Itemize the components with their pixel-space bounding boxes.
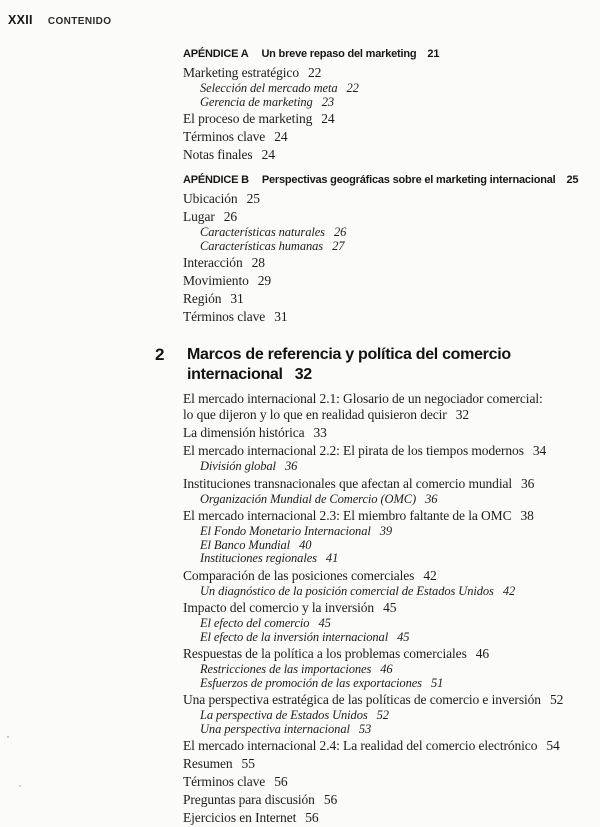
entry-text: Ejercicios en Internet (183, 810, 297, 825)
running-header (8, 11, 111, 29)
entry-text: El efecto de la inversión internacional (200, 629, 389, 644)
page-folio: XXII (8, 13, 33, 27)
entry-text: Organización Mundial de Comercio (OMC) (200, 491, 417, 506)
toc-entry (183, 810, 585, 826)
entry-text: Impacto del comercio y la inversión (183, 600, 375, 615)
toc-entry (183, 774, 585, 790)
page-number: 25 (566, 174, 579, 186)
toc-subentry (200, 525, 585, 539)
toc-subentry (200, 539, 585, 553)
appendix-heading (183, 47, 585, 61)
page-number: 39 (379, 524, 393, 538)
page-number: 40 (299, 537, 312, 552)
entry-text-line2: lo que dijeron y lo que en realidad quisieron decir (183, 407, 447, 422)
entry-text: Interacción (183, 255, 243, 270)
toc-entry (183, 692, 585, 708)
toc-entry (183, 443, 585, 459)
entry-text: Resumen (183, 756, 233, 771)
entry-text-line1: El mercado internacional 2.1: Glosario de un negociador comercial: (183, 391, 543, 406)
toc-subentry (200, 226, 585, 240)
entry-text: Instituciones regionales (200, 551, 317, 565)
page-number: 51 (430, 675, 444, 690)
toc-entry (183, 129, 585, 145)
entry-text: El mercado internacional 2.4: La realidad del comercio electrónico (183, 738, 538, 753)
entry-text: Un diagnóstico de la posición comercial de Estados Unidos (200, 583, 494, 598)
page-number: 23 (321, 94, 334, 109)
appendix-heading (183, 173, 585, 187)
entry-text: Ubicación (183, 191, 238, 206)
page-number: 31 (230, 291, 244, 306)
entry-text: Una perspectiva internacional (200, 721, 350, 736)
page-number: 46 (475, 646, 490, 661)
entry-text: Preguntas para discusión (183, 792, 315, 807)
toc-subentry (200, 240, 585, 254)
page-number: 36 (521, 475, 535, 491)
toc-entry (183, 65, 585, 81)
page-number: 45 (318, 616, 331, 630)
toc-entry (183, 792, 585, 808)
toc-entry (183, 568, 585, 584)
entry-text: Lugar (183, 209, 215, 224)
entry-text: La perspectiva de Estados Unidos (200, 708, 368, 722)
entry-text: Términos clave (183, 309, 266, 324)
page-number: 54 (546, 738, 560, 753)
toc-list (155, 44, 585, 826)
toc-entry (183, 646, 585, 662)
appendix-label: APÉNDICE B (183, 174, 249, 186)
entry-text: Gerencia de marketing (200, 94, 313, 109)
page-number: 41 (325, 551, 339, 565)
toc-entry (183, 255, 585, 271)
entry-text: El mercado internacional 2.2: El pirata de los tiempos modernos (183, 443, 524, 458)
page-number: 52 (376, 708, 389, 722)
page-number: 26 (223, 209, 238, 224)
toc-entry (183, 600, 585, 616)
entry-text: Términos clave (183, 774, 266, 789)
page-number: 24 (321, 111, 335, 126)
page-number: 36 (425, 491, 438, 506)
chapter-number: 2 (155, 345, 165, 364)
entry-text: División global (200, 459, 276, 473)
page-number: 52 (549, 692, 564, 707)
appendix-label: APÉNDICE A (183, 48, 249, 60)
toc-entry (183, 309, 585, 325)
chapter-title (187, 345, 532, 385)
toc-subentry (200, 493, 585, 507)
page-number: 21 (427, 48, 440, 60)
page-number: 53 (358, 721, 372, 736)
toc-subentry (200, 723, 585, 737)
appendix-title: Un breve repaso del marketing (261, 48, 417, 60)
page-number: 46 (380, 662, 393, 676)
toc-entry (183, 391, 585, 423)
entry-text: Características humanas (200, 238, 324, 253)
entry-text: El Fondo Monetario Internacional (200, 524, 371, 538)
page-number: 24 (261, 147, 275, 162)
page-number: 55 (241, 756, 255, 771)
scan-artifact (19, 785, 21, 787)
toc-entry (183, 738, 585, 754)
entry-text: Restricciones de las importaciones (200, 662, 372, 676)
page-number: 34 (532, 443, 547, 458)
entry-text: El efecto del comercio (200, 616, 310, 630)
running-title: CONTENIDO (47, 16, 112, 27)
toc-subentry (200, 460, 585, 474)
entry-text: El mercado internacional 2.3: El miembro faltante de la OMC (183, 508, 512, 523)
entry-text: Selección del mercado meta (200, 81, 338, 95)
page-number: 36 (284, 459, 298, 473)
entry-text: Marketing estratégico (183, 65, 299, 80)
entry-text: Comparación de las posiciones comerciales (183, 567, 415, 583)
page-number: 27 (332, 238, 345, 253)
entry-text: Características naturales (200, 225, 325, 239)
entry-text: Una perspectiva estratégica de las políticas de comercio e inversión (183, 692, 541, 707)
page-number: 56 (305, 810, 319, 825)
entry-text: La dimensión histórica (183, 425, 305, 440)
toc-subentry (200, 663, 585, 677)
page-number: 56 (323, 792, 338, 807)
toc-entry (183, 111, 585, 127)
chapter-title-line2: internacional (187, 366, 283, 383)
page-number: 38 (520, 508, 534, 523)
page-number: 45 (383, 600, 397, 615)
appendix-title: Perspectivas geográficas sobre el marketing internacional (261, 174, 556, 186)
page-number: 25 (246, 191, 260, 206)
toc-entry (183, 191, 585, 207)
toc-subentry (200, 82, 585, 96)
entry-text: Movimiento (183, 273, 249, 288)
entry-text: Términos clave (183, 129, 266, 144)
toc-entry (183, 508, 585, 524)
chapter-title-line1: Marcos de referencia y política del comercio (187, 346, 511, 363)
page-number: 32 (455, 407, 470, 422)
toc-entry (183, 273, 585, 289)
page-number: 24 (274, 129, 288, 144)
page-number: 33 (313, 425, 327, 440)
entry-text: Instituciones transnacionales que afectan al comercio mundial (183, 475, 513, 491)
toc-subentry (200, 585, 585, 599)
entry-text: Respuestas de la política a los problemas comerciales (183, 646, 467, 661)
entry-text: El Banco Mundial (200, 537, 291, 552)
page-number: 28 (251, 255, 265, 270)
toc-entry (183, 291, 585, 307)
toc-entry (183, 425, 585, 441)
toc-entry (183, 209, 585, 225)
page-number: 32 (294, 366, 312, 383)
page-number: 22 (307, 65, 322, 80)
toc-subentry (200, 631, 585, 645)
toc-entry (183, 756, 585, 772)
page-number: 29 (257, 273, 272, 288)
page-number: 56 (274, 774, 288, 789)
page-number: 22 (346, 81, 359, 95)
toc-subentry (200, 552, 585, 566)
entry-text: Región (183, 291, 222, 306)
scan-artifact (7, 736, 9, 738)
page-number: 42 (423, 567, 437, 583)
entry-text: Esfuerzos de promoción de las exportaciones (200, 675, 422, 690)
chapter-heading (155, 345, 585, 385)
toc-subentry (200, 617, 585, 631)
toc-entry (183, 147, 585, 163)
toc-subentry (200, 96, 585, 110)
page-number: 26 (333, 225, 347, 239)
entry-text: Notas finales (183, 147, 253, 162)
toc-subentry (200, 709, 585, 723)
page-number: 31 (274, 309, 288, 324)
toc-subentry (200, 677, 585, 691)
toc-entry (183, 476, 585, 492)
page-number: 45 (397, 629, 410, 644)
entry-text: El proceso de marketing (183, 111, 313, 126)
page-number: 42 (502, 583, 516, 598)
